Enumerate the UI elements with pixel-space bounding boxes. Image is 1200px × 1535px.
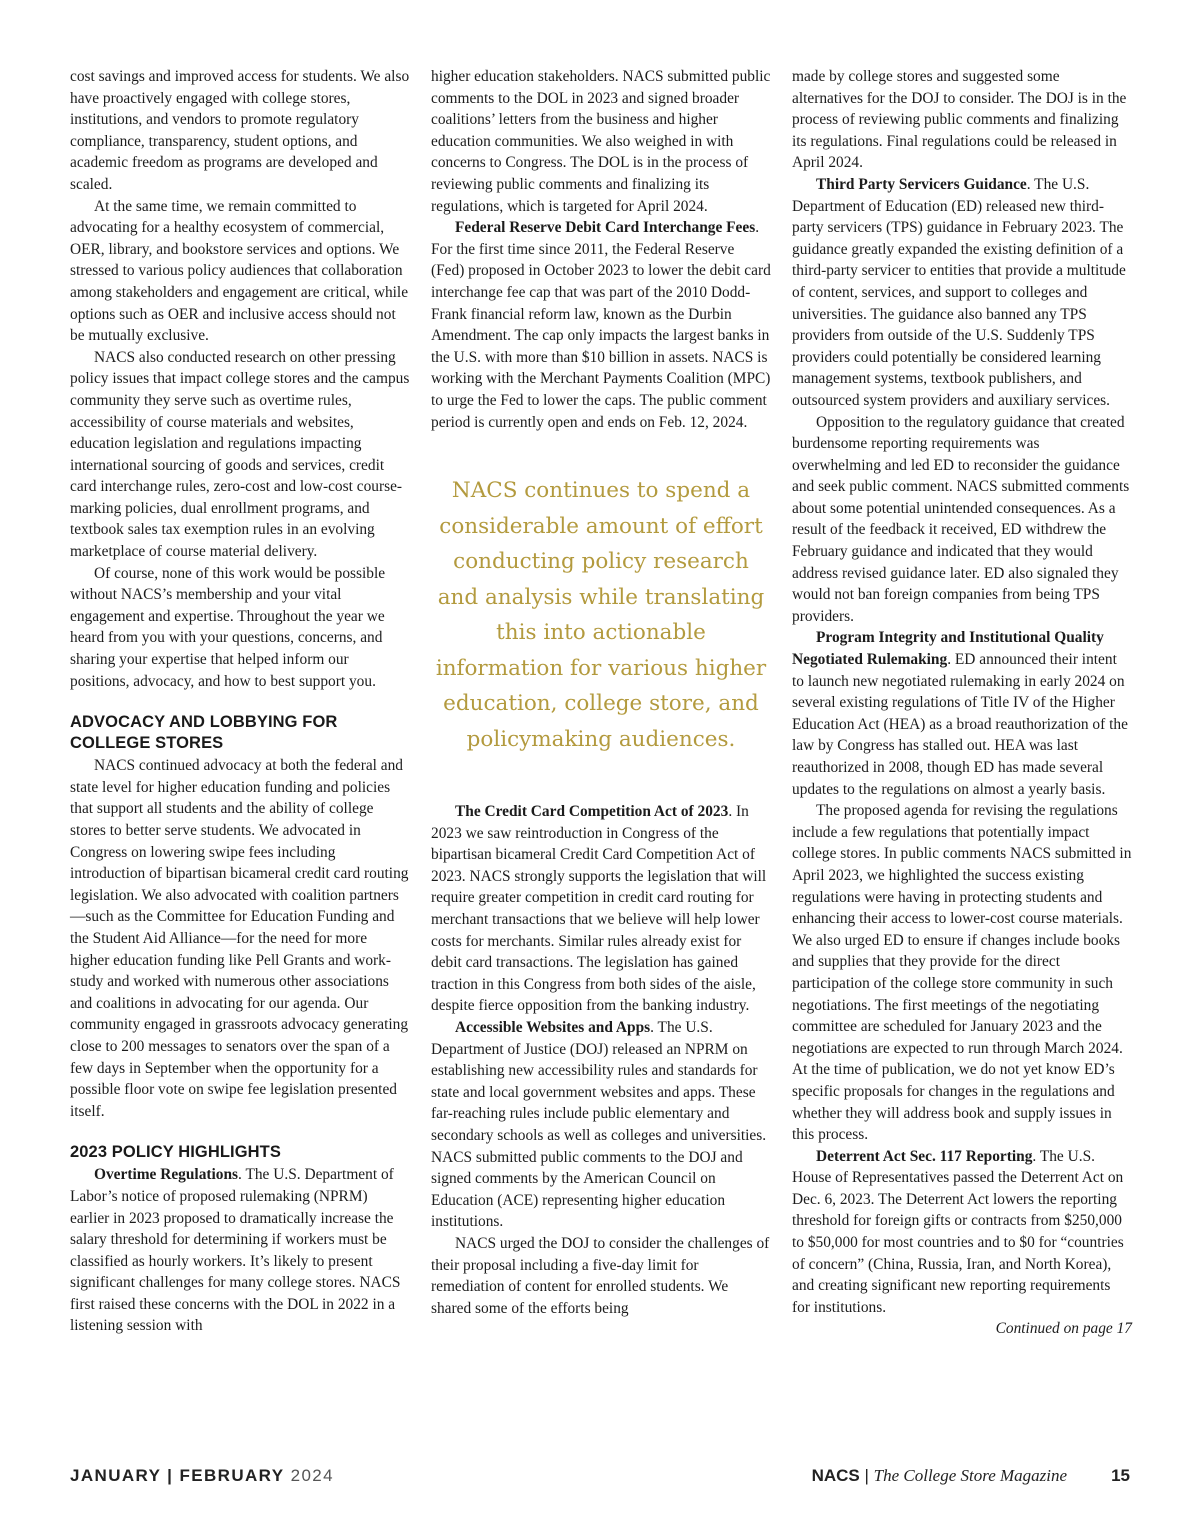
body-paragraph — [70, 1164, 410, 1337]
page-footer — [70, 1466, 1130, 1492]
body-paragraph: cost savings and improved access for students. We also have proactively engaged with college stores, institutions, and vendors to promote regulatory compliance, transparency, student options, and academic freedom as programs are developed and scaled. — [70, 68, 410, 193]
run-in-heading: Accessible Websites and Apps — [455, 1019, 651, 1037]
body-paragraph: The proposed agenda for revising the regulations include a few regulations that potentially impact college stores. In public comments NACS submitted in April 2023, we highlighted the success existing regulations were having in protecting students and enhancing their access to lower-cost course materials. We also urged ED to ensure if changes include books and supplies that they provide for the direct participation of the college store community in such negotiations. The first meetings of the negotiating committee are scheduled for January 2023 and the negotiations are expected to run through March 2024. At the time of publication, we do not yet know ED’s specific proposals for changes in the regulations and whether they will address book and supply issues in this process. — [792, 802, 1132, 1144]
body-paragraph — [431, 801, 771, 1017]
issue-months: JANUARY | FEBRUARY — [70, 1466, 285, 1485]
continued-note: Continued on page 17 — [995, 1320, 1132, 1338]
section-heading-advocacy: ADVOCACY AND LOBBYING FOR COLLEGE STORES — [70, 713, 338, 753]
run-in-heading: Federal Reserve Debit Card Interchange Fees — [455, 219, 756, 237]
paragraph-text: . The U.S. Department of Labor’s notice of proposed rulemaking (NPRM) earlier in 2023 proposed to dramatically increase the salary threshold for determining if workers must be classified as hourly workers. It’s likely to present significant challenges for many college stores. NACS first raised these concerns with the DOL in 2022 in a listening session with — [70, 1166, 401, 1335]
body-paragraph — [792, 627, 1132, 800]
paragraph-text: . The U.S. Department of Education (ED) released new third-party servicers (TPS) guidance in February 2023. The guidance greatly expanded the existing definition of a third-party servicer to entities that provide a multitude of content, services, and support to colleges and universities. The guidance also banned any TPS providers from outside of the U.S. Suddenly TPS providers could potentially be considered learning management systems, textbook publishers, and outsourced system providers and auxiliary services. — [792, 175, 1126, 409]
body-paragraph: Opposition to the regulatory guidance that created burdensome reporting requirements was overwhelming and led ED to reconsider the guidance and seek public comment. NACS submitted comments about some potential unintended consequences. As a result of the feedback it received, ED withdrew the February guidance and indicated that they would address revised guidance later. ED also signaled they would not ban foreign companies from being TPS providers. — [792, 413, 1130, 625]
masthead — [812, 1466, 1130, 1486]
run-in-heading: Overtime Regulations — [94, 1166, 239, 1184]
paragraph-text: . The U.S. House of Representatives passed the Deterrent Act on Dec. 6, 2023. The Deterrent Act lowers the reporting threshold for foreign gifts or contracts from $250,000 to $50,000 for most countries and to $0 for “countries of concern” (China, Russia, Iran, and North Korea), and creating significant new reporting requirements for institutions. — [792, 1147, 1124, 1316]
section-heading-policy-highlights: 2023 POLICY HIGHLIGHTS — [70, 1143, 281, 1162]
run-in-heading: The Credit Card Competition Act of 2023 — [455, 803, 729, 821]
body-paragraph: Of course, none of this work would be possible without NACS’s membership and your vital engagement and expertise. Throughout the year we heard from you with your questions, concerns, and sharing your expertise that helped inform our positions, advocacy, and how to best support you. — [70, 564, 386, 690]
body-paragraph — [792, 1146, 1132, 1319]
body-paragraph — [792, 174, 1132, 412]
body-paragraph — [431, 217, 771, 433]
issue-date — [70, 1466, 334, 1486]
body-paragraph: NACS also conducted research on other pressing policy issues that impact college stores and the campus community they serve such as overtime rules, accessibility of course materials and websites, education legislation and regulations impacting international sourcing of goods and services, credit card interchange rules, zero-cost and low-cost course-marking policies, dual enrollment programs, and textbook sales tax exemption rules in an evolving marketplace of course material delivery. — [70, 348, 410, 561]
body-paragraph: At the same time, we remain committed to advocating for a healthy ecosystem of commercial, OER, library, and bookstore services and options. We stressed to various policy audiences that collaboration among stakeholders and engagement are critical, while options such as OER and inclusive access should not be mutually exclusive. — [70, 197, 409, 345]
column-right — [792, 66, 1132, 1340]
magazine-title: The College Store Magazine — [873, 1466, 1068, 1485]
paragraph-text: . ED announced their intent to launch new negotiated rulemaking in early 2024 on several existing regulations of Title IV of the Higher Education Act (HEA) as a broad reauthorization of the law by Congress has stalled out. HEA was last reauthorized in 2008, though ED has made several updates to the regulations on almost a yearly basis. — [792, 651, 1128, 798]
run-in-heading: Third Party Servicers Guidance — [816, 175, 1027, 193]
run-in-heading: Program Integrity and Institutional Quality Negotiated Rulemaking — [792, 629, 1104, 669]
masthead-separator: | — [859, 1466, 874, 1485]
column-left — [70, 66, 410, 1337]
pull-quote: NACS continues to spend a considerable amount of effort conducting policy research and analysis while translating this into actionable information for various higher education, college store, and policymaking audiences. — [435, 478, 767, 752]
paragraph-text: . The U.S. Department of Justice (DOJ) released an NPRM on establishing new accessibility rules and standards for state and local government websites and apps. These far-reaching rules include public elementary and secondary schools as well as colleges and universities. NACS submitted public comments to the DOJ and signed comments by the American Council on Education (ACE) representing higher education institutions. — [431, 1019, 767, 1231]
body-paragraph: made by college stores and suggested some alternatives for the DOJ to consider. The DOJ is in the process of reviewing public comments and finalizing its regulations. Final regulations could be released in April 2024. — [792, 68, 1127, 172]
body-paragraph: NACS continued advocacy at both the federal and state level for higher education funding and policies that support all students and the ability of college stores to better serve students. We advocated in Congress on lowering swipe fees including introduction of bipartisan bicameral credit card routing legislation. We also advocated with coalition partners—such as the Committee for Education Funding and the Student Aid Alliance—for the need for more higher education funding like Pell Grants and work-study and worked with numerous other associations and coalitions in advocating for our agenda. Our community engaged in grassroots advocacy generating close to 200 messages to senators over the span of a few days in September when the opportunity for a possible floor vote on swipe fee legislation presented itself. — [70, 757, 409, 1120]
paragraph-text: . For the first time since 2011, the Federal Reserve (Fed) proposed in October 2023 to lower the debit card interchange fee cap that was part of the 2010 Dodd-Frank financial reform law, known as the Durbin Amendment. The cap only impacts the largest banks in the U.S. with more than $10 billion in assets. NACS is working with the Merchant Payments Coalition (MPC) to urge the Fed to lower the caps. The public comment period is currently open and ends on Feb. 12, 2024. — [431, 219, 771, 431]
issue-year: 2024 — [284, 1466, 335, 1485]
paragraph-text: . In 2023 we saw reintroduction in Congress of the bipartisan bicameral Credit Card Competition Act of 2023. NACS strongly supports the legislation that will require greater competition in credit card routing for merchant transactions that we believe will help lower costs for merchants. Similar rules already exist for debit card transactions. The legislation has gained traction in this Congress from both sides of the aisle, despite fierce opposition from the banking industry. — [431, 803, 767, 1015]
body-paragraph — [431, 1017, 771, 1233]
body-paragraph: NACS urged the DOJ to consider the challenges of their proposal including a five-day limit for remediation of content for enrolled students. We shared some of the efforts being — [431, 1234, 770, 1317]
brand-name: NACS — [811, 1466, 860, 1485]
body-paragraph: higher education stakeholders. NACS submitted public comments to the DOL in 2023 and signed broader coalitions’ letters from the business and higher education communities. We also weighed in with concerns to Congress. The DOL is in the process of reviewing public comments and finalizing its regulations, which is targeted for April 2024. — [431, 68, 771, 215]
page-number: 15 — [1111, 1466, 1130, 1485]
run-in-heading: Deterrent Act Sec. 117 Reporting — [816, 1147, 1033, 1165]
column-middle — [431, 66, 771, 1319]
